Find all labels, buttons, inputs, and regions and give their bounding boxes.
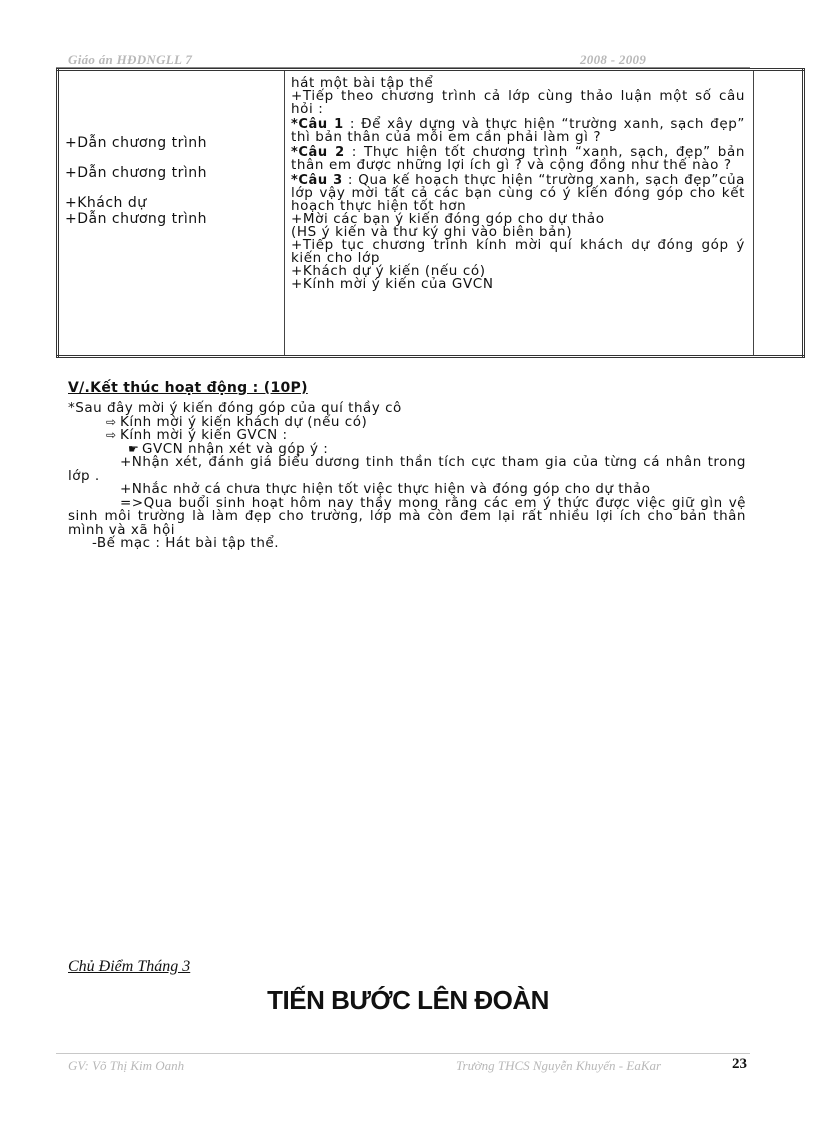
content-line: +Khách dự ý kiến (nếu có) [291,263,486,279]
footer-school: Trường THCS Nguyễn Khuyến - EaKar [456,1058,662,1073]
list-item: ☛ GVCN nhận xét và góp ý : [128,440,329,457]
role-mc-2: +Dẫn chương trình [65,165,208,181]
theme-title: TIẾN BƯỚC LÊN ĐOÀN [267,985,549,1015]
header-year: 2008 - 2009 [580,52,647,67]
pointing-hand-icon: ☛ [128,441,140,456]
question-1-label: *Câu 1 [291,117,344,132]
question-3-label: *Câu 3 [291,173,343,188]
question-3 [291,174,745,213]
content-line: +Tiếp theo chương trình cả lớp cùng thảo luận một số câu hỏi : [291,88,745,117]
section-intro: *Sau đây mời ý kiến đóng góp của quí thầy cô [68,400,402,416]
lesson-table [56,68,805,358]
paragraph: +Nhắc nhở cá chưa thực hiện tốt việc thực hiện và đóng góp cho dự thảo [120,481,651,497]
table-row [58,70,804,357]
notes-cell [754,70,804,357]
header-subject: Giáo án HĐDNGLL 7 [68,52,193,67]
role-guest: +Khách dự [65,195,147,211]
role-mc-3: +Dẫn chương trình [65,211,208,227]
footer-divider [56,1053,750,1054]
section-body [68,402,746,551]
paragraph: =>Qua buổi sinh hoạt hôm nay thầy mong rằng các em ý thức được việc giữ gìn vệ sinh môi trường là làm đẹp cho trường, lớp mà còn đem lại rất nhiều lợi ích cho bản thân mình và xã hội [68,494,746,538]
content-line: +Kính mời ý kiến của GVCN [291,276,494,292]
paragraph: +Nhận xét, đánh giá biểu dương tinh thần tích cực tham gia của từng cá nhân trong lớp . [68,454,746,484]
role-mc-1: +Dẫn chương trình [65,135,208,151]
content-line: hát một bài tập thể [291,75,434,91]
list-item: ⇨ Kính mời ý kiến GVCN : [106,427,288,443]
content-line: +Tiếp tục chương trình kính mời quí khách dự đóng góp ý kiến cho lớp [291,237,745,266]
arrow-right-icon: ⇨ [106,428,117,442]
content-cell [285,70,754,357]
question-2 [291,146,745,172]
content-line: +Mời các bạn ý kiến đóng góp cho dự thảo [291,211,605,227]
list-item: ⇨ Kính mời ý kiến khách dự (nếu có) [106,413,368,430]
question-1-text: : Để xây dựng và thực hiện “trường xanh, sạch đẹp” thì bản thân của mỗi em cần phải làm gì ? [291,116,746,145]
page-number: 23 [732,1056,747,1072]
roles-cell [58,70,285,357]
theme-label: Chủ Điểm Tháng 3 [68,958,191,975]
footer-teacher: GV: Võ Thị Kim Oanh [68,1058,185,1073]
question-2-label: *Câu 2 [291,145,345,160]
arrow-right-icon: ⇨ [106,414,117,429]
question-3-text: : Qua kế hoạch thực hiện “trường xanh, sạch đẹp”của lớp vậy mời tất cả các bạn cùng có ý kiến đóng góp cho kết hoạch thực hiện tốt hơn [291,172,745,214]
section-title: V/.Kết thúc hoạt động : (10P) [68,380,308,396]
content-line: (HS ý kiến và thư ký ghi vào biên bản) [291,224,573,240]
paragraph: -Bế mạc : Hát bài tập thể. [92,535,279,551]
question-2-text: : Thực hiện tốt chương trình “xanh, sạch, đẹp” bản thân em được những lợi ích gì ? và cộng đồng như thế nào ? [291,144,745,173]
question-1 [291,118,745,144]
